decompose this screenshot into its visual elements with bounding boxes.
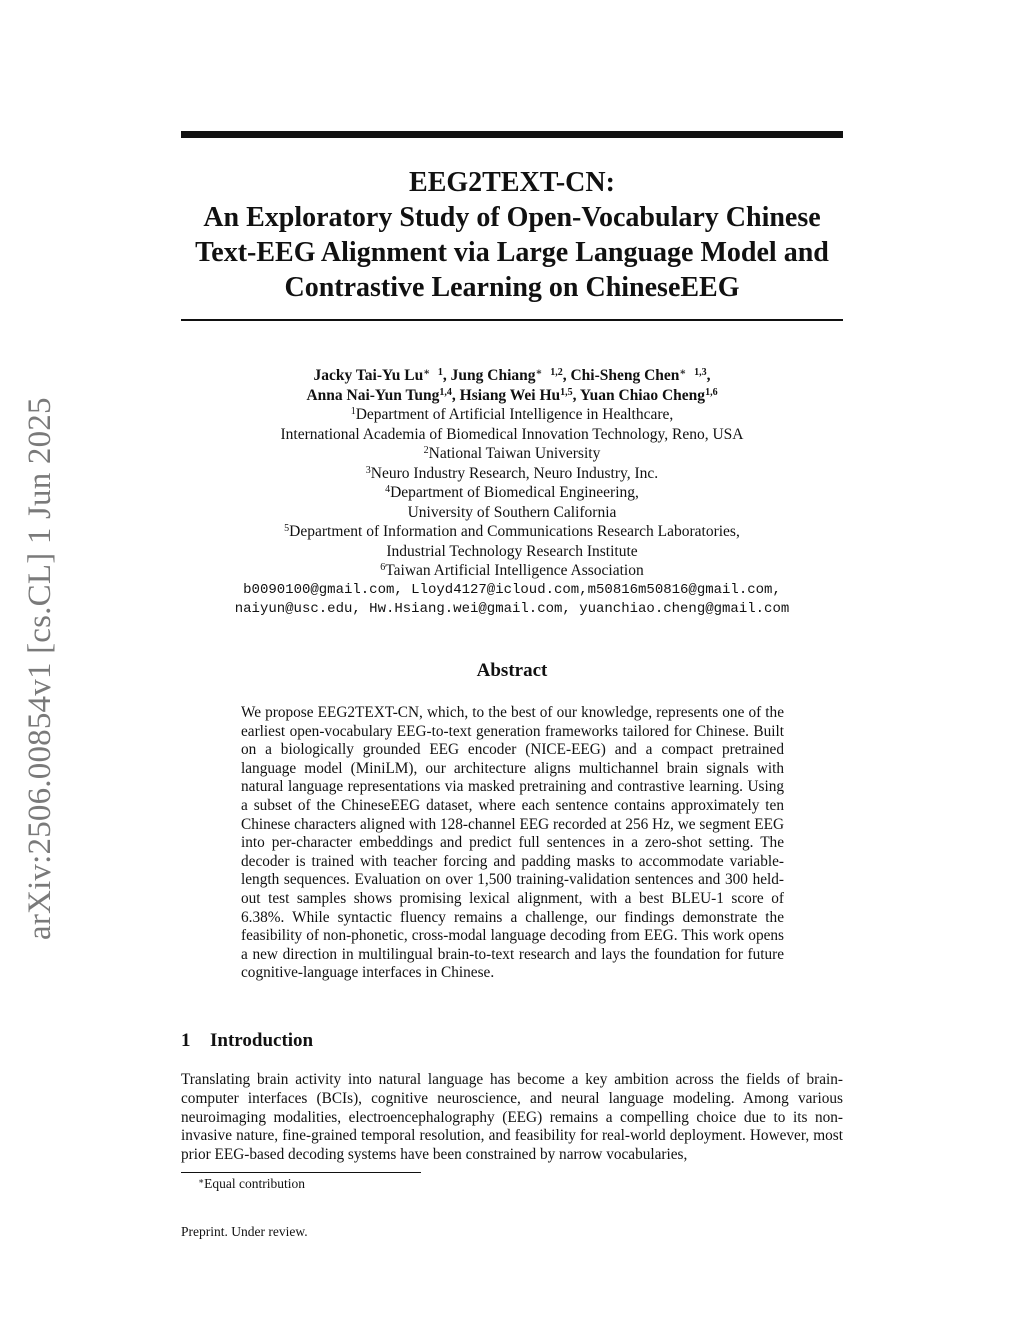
author-separator: , <box>562 367 571 384</box>
paper-title <box>181 165 843 305</box>
affiliation <box>181 405 843 425</box>
affiliation-text: Taiwan Artificial Intelligence Association <box>385 562 644 579</box>
affiliation-continued: International Academia of Biomedical Innovation Technology, Reno, USA <box>280 425 744 443</box>
author-line-1 <box>181 366 843 386</box>
section-heading <box>181 1030 313 1052</box>
author-separator: , <box>572 386 580 404</box>
affiliation <box>181 561 843 581</box>
affiliation <box>181 464 843 484</box>
author-separator: , <box>706 367 711 384</box>
affiliation-text: Department of Biomedical Engineering, <box>390 484 639 501</box>
equal-contribution-mark: ∗ <box>679 367 687 378</box>
abstract-body: We propose EEG2TEXT-CN, which, to the best of our knowledge, represents one of the earliest open-vocabulary EEG-to-text generation frameworks tailored for Chinese. Built on a biologically grounded EEG encoder (NICE-EEG) and a compact pretrained language model (MiniLM), our architecture aligns multichannel brain signals with natural language representations via masked pretraining and contrastive learning. Using a subset of the ChineseEEG dataset, where each sentence contains approximately ten Chinese characters aligned with 128-channel EEG recorded at 256 Hz, we segment EEG into per-character embeddings and predict full sentences in a zero-shot setting. The decoder is trained with teacher forcing and padding masks to accommodate variable-length sequences. Evaluation on over 1,500 training-validation sentences and 300 held-out test samples shows promising lexical alignment, with a best BLEU-1 score of 6.38%. While syntactic fluency remains a challenge, our findings demonstrate the feasibility of non-phonetic, cross-modal language decoding from EEG. This work opens a new direction in multilingual brain-to-text research and lays the foundation for future cognitive-language interfaces in Chinese. <box>241 704 784 982</box>
affiliation-number: 4 <box>385 484 391 495</box>
author-name: Hsiang Wei Hu <box>459 386 561 404</box>
equal-contribution-mark: ∗ <box>423 367 431 378</box>
title-rule-bottom <box>181 319 843 321</box>
author-name: Jacky Tai-Yu Lu <box>313 367 424 384</box>
affiliation-number: 3 <box>365 464 371 476</box>
abstract-heading: Abstract <box>476 660 548 681</box>
affiliation <box>181 522 843 542</box>
arxiv-side-identifier: arXiv:2506.00854v1 [cs.CL] 1 Jun 2025 <box>22 397 58 940</box>
introduction-body: Translating brain activity into natural language has become a key ambition across the fields of brain-computer interfaces (BCIs), cognitive neuroscience, and neural language modeling. Among various neuroimaging modalities, electroencephalography (EEG) remains a compelling choice due to its non-invasive nature, fine-grained temporal resolution, and feasibility for real-world deployment. However, most prior EEG-based decoding systems have been constrained by narrow vocabularies, <box>181 1071 843 1164</box>
footnote <box>198 1176 305 1192</box>
title-line: Text-EEG Alignment via Large Language Model and <box>195 237 829 268</box>
affiliation-continued: Industrial Technology Research Institute <box>386 542 638 560</box>
affiliation-text: Neuro Industry Research, Neuro Industry, Inc. <box>370 464 659 482</box>
title-rule-top <box>181 131 843 138</box>
affiliation-number: 5 <box>284 523 290 534</box>
preprint-notice: Preprint. Under review. <box>181 1224 308 1239</box>
affiliation <box>181 483 843 503</box>
affiliation-text: Department of Artificial Intelligence in Healthcare, <box>355 406 674 423</box>
author-affiliation: 1,2 <box>550 367 563 378</box>
footnote-mark: ∗ <box>198 1176 205 1186</box>
email-line[interactable]: b0090100@gmail.com, Lloyd4127@icloud.com,m50816m50816@gmail.com, <box>243 581 781 598</box>
footnote-rule <box>181 1172 421 1173</box>
equal-contribution-mark: ∗ <box>535 367 543 378</box>
affiliation-text: Department of Information and Communications Research Laboratories, <box>289 523 740 540</box>
affiliation-continued: University of Southern California <box>407 503 617 521</box>
author-name: Chi-Sheng Chen <box>570 367 680 384</box>
title-line: Contrastive Learning on ChineseEEG <box>284 272 740 303</box>
affiliation-number: 1 <box>350 406 356 417</box>
title-line: EEG2TEXT-CN: <box>409 167 615 198</box>
author-affiliation: 1,4 <box>439 386 452 398</box>
footnote-text: Equal contribution <box>204 1176 305 1191</box>
author-name: Jung Chiang <box>450 367 536 384</box>
email-line[interactable]: naiyun@usc.edu, Hw.Hsiang.wei@gmail.com, yuanchiao.cheng@gmail.com <box>234 601 790 617</box>
affiliation-number: 2 <box>423 445 429 456</box>
author-separator: , <box>451 386 460 404</box>
author-name: Anna Nai-Yun Tung <box>306 386 440 404</box>
author-block <box>181 366 843 620</box>
section-title: Introduction <box>210 1030 314 1051</box>
author-affiliation: 1,3 <box>694 367 707 378</box>
affiliation-text: National Taiwan University <box>428 445 601 462</box>
affiliation <box>181 444 843 464</box>
author-separator: , <box>442 367 451 384</box>
affiliation-number: 6 <box>380 562 386 573</box>
title-line: An Exploratory Study of Open-Vocabulary Chinese <box>203 202 821 233</box>
author-affiliation: 1 <box>437 367 443 378</box>
author-affiliation: 1,6 <box>705 386 718 398</box>
section-number: 1 <box>181 1030 191 1051</box>
author-name: Yuan Chiao Cheng <box>579 386 706 404</box>
author-line-2 <box>181 386 843 406</box>
author-affiliation: 1,5 <box>560 386 573 398</box>
